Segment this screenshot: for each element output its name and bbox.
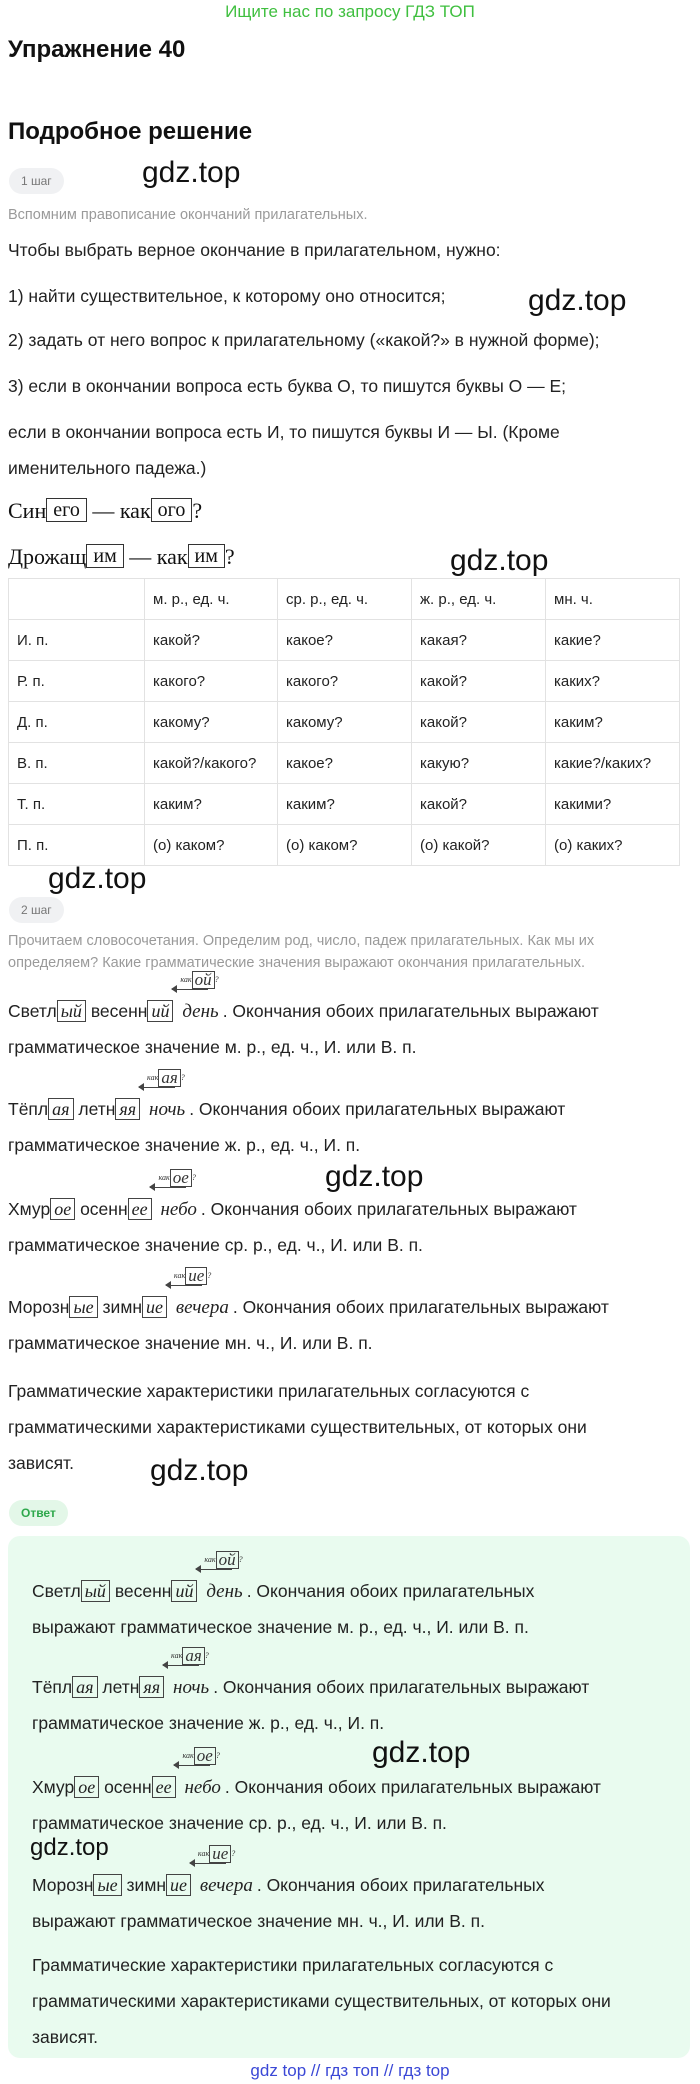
- table-cell: каким?: [145, 784, 278, 825]
- question-mark: ?: [207, 1270, 212, 1280]
- step-1-badge: 1 шаг: [9, 168, 64, 194]
- watermark: gdz.top: [325, 1160, 424, 1193]
- question-mark: ?: [215, 1750, 220, 1760]
- example-question: — как: [86, 498, 151, 523]
- ending-box: ое: [74, 1776, 99, 1798]
- question-mark: ?: [238, 1554, 243, 1564]
- conclusion-line: Грамматические характеристики прилагательных согласуются с: [8, 1381, 530, 1401]
- ending-box: яя: [115, 1098, 140, 1120]
- ending-box: ое: [50, 1198, 75, 1220]
- conclusion-line: зависят.: [8, 1453, 74, 1473]
- question-ending-box: ая: [182, 1647, 204, 1665]
- adj-stem: летн: [78, 1099, 116, 1119]
- noun: ночь: [173, 1677, 210, 1698]
- question-word: как: [204, 1554, 216, 1564]
- question-word: как: [197, 1848, 210, 1858]
- search-banner: Ищите нас по запросу ГДЗ ТОП: [225, 2, 475, 21]
- phrase-text: . Окончания обоих прилагательных выражают: [232, 1297, 609, 1317]
- step-2-note: Прочитаем словосочетания. Определим род, число, падеж прилагательных. Как мы их определяем? Какие грамматические значения выражают окончания прилагательных.: [8, 933, 595, 971]
- section-title: Подробное решение: [8, 118, 253, 145]
- table-row: [9, 620, 680, 661]
- question-ending-box: ие: [185, 1267, 207, 1285]
- table-cell: какая?: [412, 620, 546, 661]
- example-ending-box: им: [86, 544, 123, 568]
- table-cell: какое?: [278, 743, 412, 784]
- phrase-line-2: грамматическое значение ж. р., ед. ч., И. п.: [8, 1135, 361, 1155]
- noun: небо: [160, 1199, 197, 1220]
- table-cell: П. п.: [9, 825, 145, 866]
- table-row: [9, 784, 680, 825]
- question-word: как: [182, 1750, 194, 1760]
- question-mark: ?: [180, 1072, 185, 1082]
- watermark: gdz.top: [528, 284, 627, 317]
- table-cell: какие?/каких?: [546, 743, 680, 784]
- phrase-text: . Окончания обоих прилагательных выражают: [189, 1099, 566, 1119]
- example-qmark: ?: [192, 498, 203, 523]
- noun: вечера: [199, 1875, 253, 1896]
- example-1: [8, 496, 202, 526]
- arrow-left-icon: [163, 1665, 199, 1673]
- question-mark: ?: [214, 974, 219, 984]
- ending-box: ый: [57, 1000, 86, 1022]
- question-label: [180, 971, 218, 989]
- answer-text: . Окончания обоих прилагательных выражают: [224, 1777, 601, 1797]
- example-ending-box: его: [46, 498, 87, 522]
- table-cell: [9, 579, 145, 620]
- watermark: gdz.top: [48, 862, 147, 895]
- noun: вечера: [175, 1297, 229, 1318]
- adj-stem: Тёпл: [8, 1099, 49, 1119]
- example-qmark: ?: [224, 544, 235, 569]
- question-label: [147, 1069, 185, 1087]
- question-ending-box: ие: [209, 1845, 231, 1863]
- question-word: как: [147, 1072, 159, 1082]
- table-header-row: [9, 579, 680, 620]
- arrow-left-icon: [150, 1187, 186, 1195]
- answer-text: . Окончания обоих прилагательных выражают: [213, 1677, 590, 1697]
- question-label: [182, 1747, 219, 1765]
- table-cell: В. п.: [9, 743, 145, 784]
- arrow-left-icon: [196, 1569, 232, 1577]
- table-row: [9, 661, 680, 702]
- ending-box: ые: [93, 1874, 121, 1896]
- phrase-line: [8, 970, 599, 1027]
- question-word: как: [158, 1172, 170, 1182]
- ending-box: ые: [69, 1296, 97, 1318]
- noun-with-question: [180, 1746, 224, 1803]
- phrase-text: . Окончания обоих прилагательных выражают: [222, 1001, 599, 1021]
- answer-line-2: грамматическое значение ср. р., ед. ч., И. или В. п.: [32, 1813, 447, 1833]
- table-cell: какого?: [145, 661, 278, 702]
- table-cell: (о) какой?: [412, 825, 546, 866]
- adj-stem: Тёпл: [32, 1677, 73, 1697]
- phrase-line-2: грамматическое значение м. р., ед. ч., И. или В. п.: [8, 1037, 417, 1057]
- ending-box: ий: [147, 1000, 173, 1022]
- adj-stem: осенн: [104, 1777, 152, 1797]
- table-cell: Р. п.: [9, 661, 145, 702]
- phrase-line-2: грамматическое значение мн. ч., И. или В. п.: [8, 1333, 373, 1353]
- table-cell: каким?: [546, 702, 680, 743]
- table-cell: какой?: [412, 784, 546, 825]
- ending-box: ее: [128, 1198, 152, 1220]
- step-1-note: Вспомним правописание окончаний прилагательных.: [8, 207, 368, 223]
- question-mark: ?: [231, 1848, 236, 1858]
- conclusion-line: зависят.: [32, 2027, 98, 2047]
- question-mark: ?: [191, 1172, 196, 1182]
- table-cell: каких?: [546, 661, 680, 702]
- adj-stem: летн: [102, 1677, 140, 1697]
- ending-box: ие: [142, 1296, 167, 1318]
- table-cell: (о) каком?: [145, 825, 278, 866]
- table-cell: какому?: [278, 702, 412, 743]
- noun: день: [182, 1001, 219, 1022]
- phrase-text: . Окончания обоих прилагательных выражают: [200, 1199, 577, 1219]
- watermark: gdz.top: [150, 1454, 249, 1487]
- footer-links[interactable]: gdz top // гдз топ // гдз top: [250, 2061, 450, 2080]
- ending-box: ая: [72, 1676, 97, 1698]
- table-cell: какому?: [145, 702, 278, 743]
- answer-line-2: выражают грамматическое значение м. р., ед. ч., И. или В. п.: [32, 1617, 529, 1637]
- watermark: gdz.top: [372, 1736, 471, 1769]
- conclusion-line: грамматическими характеристиками существительных, от которых они: [8, 1417, 587, 1437]
- answer-text: . Окончания обоих прилагательных: [256, 1875, 545, 1895]
- example-question: — как: [123, 544, 188, 569]
- table-cell: какими?: [546, 784, 680, 825]
- example-stem: Син: [8, 498, 47, 523]
- table-cell: каким?: [278, 784, 412, 825]
- conclusion-line: грамматическими характеристиками существительных, от которых они: [32, 1991, 611, 2011]
- table-row: [9, 702, 680, 743]
- noun-with-question: [169, 1646, 213, 1703]
- question-ending-box: ая: [158, 1069, 180, 1087]
- table-cell: какой?: [412, 661, 546, 702]
- table-cell: м. р., ед. ч.: [145, 579, 278, 620]
- arrow-left-icon: [166, 1285, 202, 1293]
- question-table: [8, 578, 680, 866]
- table-cell: ср. р., ед. ч.: [278, 579, 412, 620]
- noun-with-question: [145, 1068, 189, 1125]
- question-ending-box: ой: [216, 1551, 239, 1569]
- table-cell: мн. ч.: [546, 579, 680, 620]
- arrow-left-icon: [139, 1087, 175, 1095]
- rule-4: если в окончании вопроса есть И, то пишутся буквы И — Ы. (Кроме именительного падежа.): [8, 422, 560, 478]
- watermark: gdz.top: [450, 544, 549, 577]
- question-word: как: [173, 1270, 186, 1280]
- watermark: gdz.top: [142, 156, 241, 189]
- ending-box: яя: [139, 1676, 164, 1698]
- question-word: как: [171, 1650, 183, 1660]
- question-label: [158, 1169, 195, 1187]
- table-cell: какой?: [145, 620, 278, 661]
- answer-badge: Ответ: [9, 1500, 68, 1526]
- noun-with-question: [202, 1550, 246, 1607]
- question-label: [171, 1647, 209, 1665]
- question-label: [204, 1551, 242, 1569]
- noun: небо: [184, 1777, 221, 1798]
- table-cell: Т. п.: [9, 784, 145, 825]
- rule-intro: Чтобы выбрать верное окончание в прилагательном, нужно:: [8, 240, 501, 260]
- watermark: gdz.top: [30, 1834, 109, 1861]
- rule-2: 2) задать от него вопрос к прилагательному («какой?» в нужной форме);: [8, 330, 600, 350]
- question-ending-box: ое: [194, 1747, 216, 1765]
- step-2-badge: 2 шаг: [9, 897, 64, 923]
- table-cell: какие?: [546, 620, 680, 661]
- phrase-line: [8, 1068, 566, 1125]
- table-row: [9, 743, 680, 784]
- example-stem: Дрожащ: [8, 544, 87, 569]
- table-cell: Д. п.: [9, 702, 145, 743]
- adj-stem: Хмур: [32, 1777, 75, 1797]
- noun-with-question: [172, 1266, 233, 1323]
- question-ending-box: ого: [151, 498, 193, 522]
- table-cell: какую?: [412, 743, 546, 784]
- answer-line: [32, 1646, 590, 1703]
- answer-text: . Окончания обоих прилагательных: [246, 1581, 535, 1601]
- answer-line-2: грамматическое значение ж. р., ед. ч., И. п.: [32, 1713, 385, 1733]
- question-ending-box: им: [188, 544, 225, 568]
- adj-stem: осенн: [80, 1199, 128, 1219]
- table-cell: какой?: [412, 702, 546, 743]
- rule-3: 3) если в окончании вопроса есть буква О, то пишутся буквы О — Е;: [8, 376, 567, 396]
- adj-stem: весенн: [114, 1581, 172, 1601]
- adj-stem: Морозн: [32, 1875, 94, 1895]
- adj-stem: Хмур: [8, 1199, 51, 1219]
- ending-box: ее: [152, 1776, 176, 1798]
- adj-stem: Светл: [32, 1581, 81, 1601]
- arrow-left-icon: [174, 1765, 210, 1773]
- question-label: [174, 1267, 211, 1285]
- noun-with-question: [156, 1168, 200, 1225]
- adj-stem: Светл: [8, 1001, 57, 1021]
- phrase-line-2: грамматическое значение ср. р., ед. ч., И. или В. п.: [8, 1235, 423, 1255]
- table-cell: какое?: [278, 620, 412, 661]
- rule-1: 1) найти существительное, к которому оно относится;: [8, 286, 446, 306]
- noun: ночь: [149, 1099, 186, 1120]
- ending-box: ие: [166, 1874, 191, 1896]
- adj-stem: зимн: [102, 1297, 143, 1317]
- ending-box: ый: [81, 1580, 110, 1602]
- noun-with-question: [196, 1844, 257, 1901]
- table-cell: ж. р., ед. ч.: [412, 579, 546, 620]
- noun: день: [206, 1581, 243, 1602]
- table-cell: (о) каком?: [278, 825, 412, 866]
- adj-stem: зимн: [126, 1875, 167, 1895]
- question-word: как: [180, 974, 192, 984]
- table-row: [9, 825, 680, 866]
- answer-line: [32, 1550, 535, 1607]
- exercise-title: Упражнение 40: [8, 36, 186, 63]
- noun-with-question: [178, 970, 222, 1027]
- question-ending-box: ое: [170, 1169, 192, 1187]
- question-label: [198, 1845, 235, 1863]
- arrow-left-icon: [190, 1863, 226, 1871]
- conclusion-line: Грамматические характеристики прилагательных согласуются с: [32, 1955, 554, 1975]
- ending-box: ий: [171, 1580, 197, 1602]
- table-cell: И. п.: [9, 620, 145, 661]
- arrow-left-icon: [172, 989, 208, 997]
- phrase-line: [8, 1266, 609, 1323]
- question-mark: ?: [204, 1650, 209, 1660]
- answer-line-2: выражают грамматическое значение мн. ч., И. или В. п.: [32, 1911, 485, 1931]
- adj-stem: весенн: [90, 1001, 148, 1021]
- table-cell: какого?: [278, 661, 412, 702]
- question-ending-box: ой: [192, 971, 215, 989]
- adj-stem: Морозн: [8, 1297, 70, 1317]
- table-cell: какой?/какого?: [145, 743, 278, 784]
- example-2: [8, 542, 235, 572]
- ending-box: ая: [48, 1098, 73, 1120]
- table-cell: (о) каких?: [546, 825, 680, 866]
